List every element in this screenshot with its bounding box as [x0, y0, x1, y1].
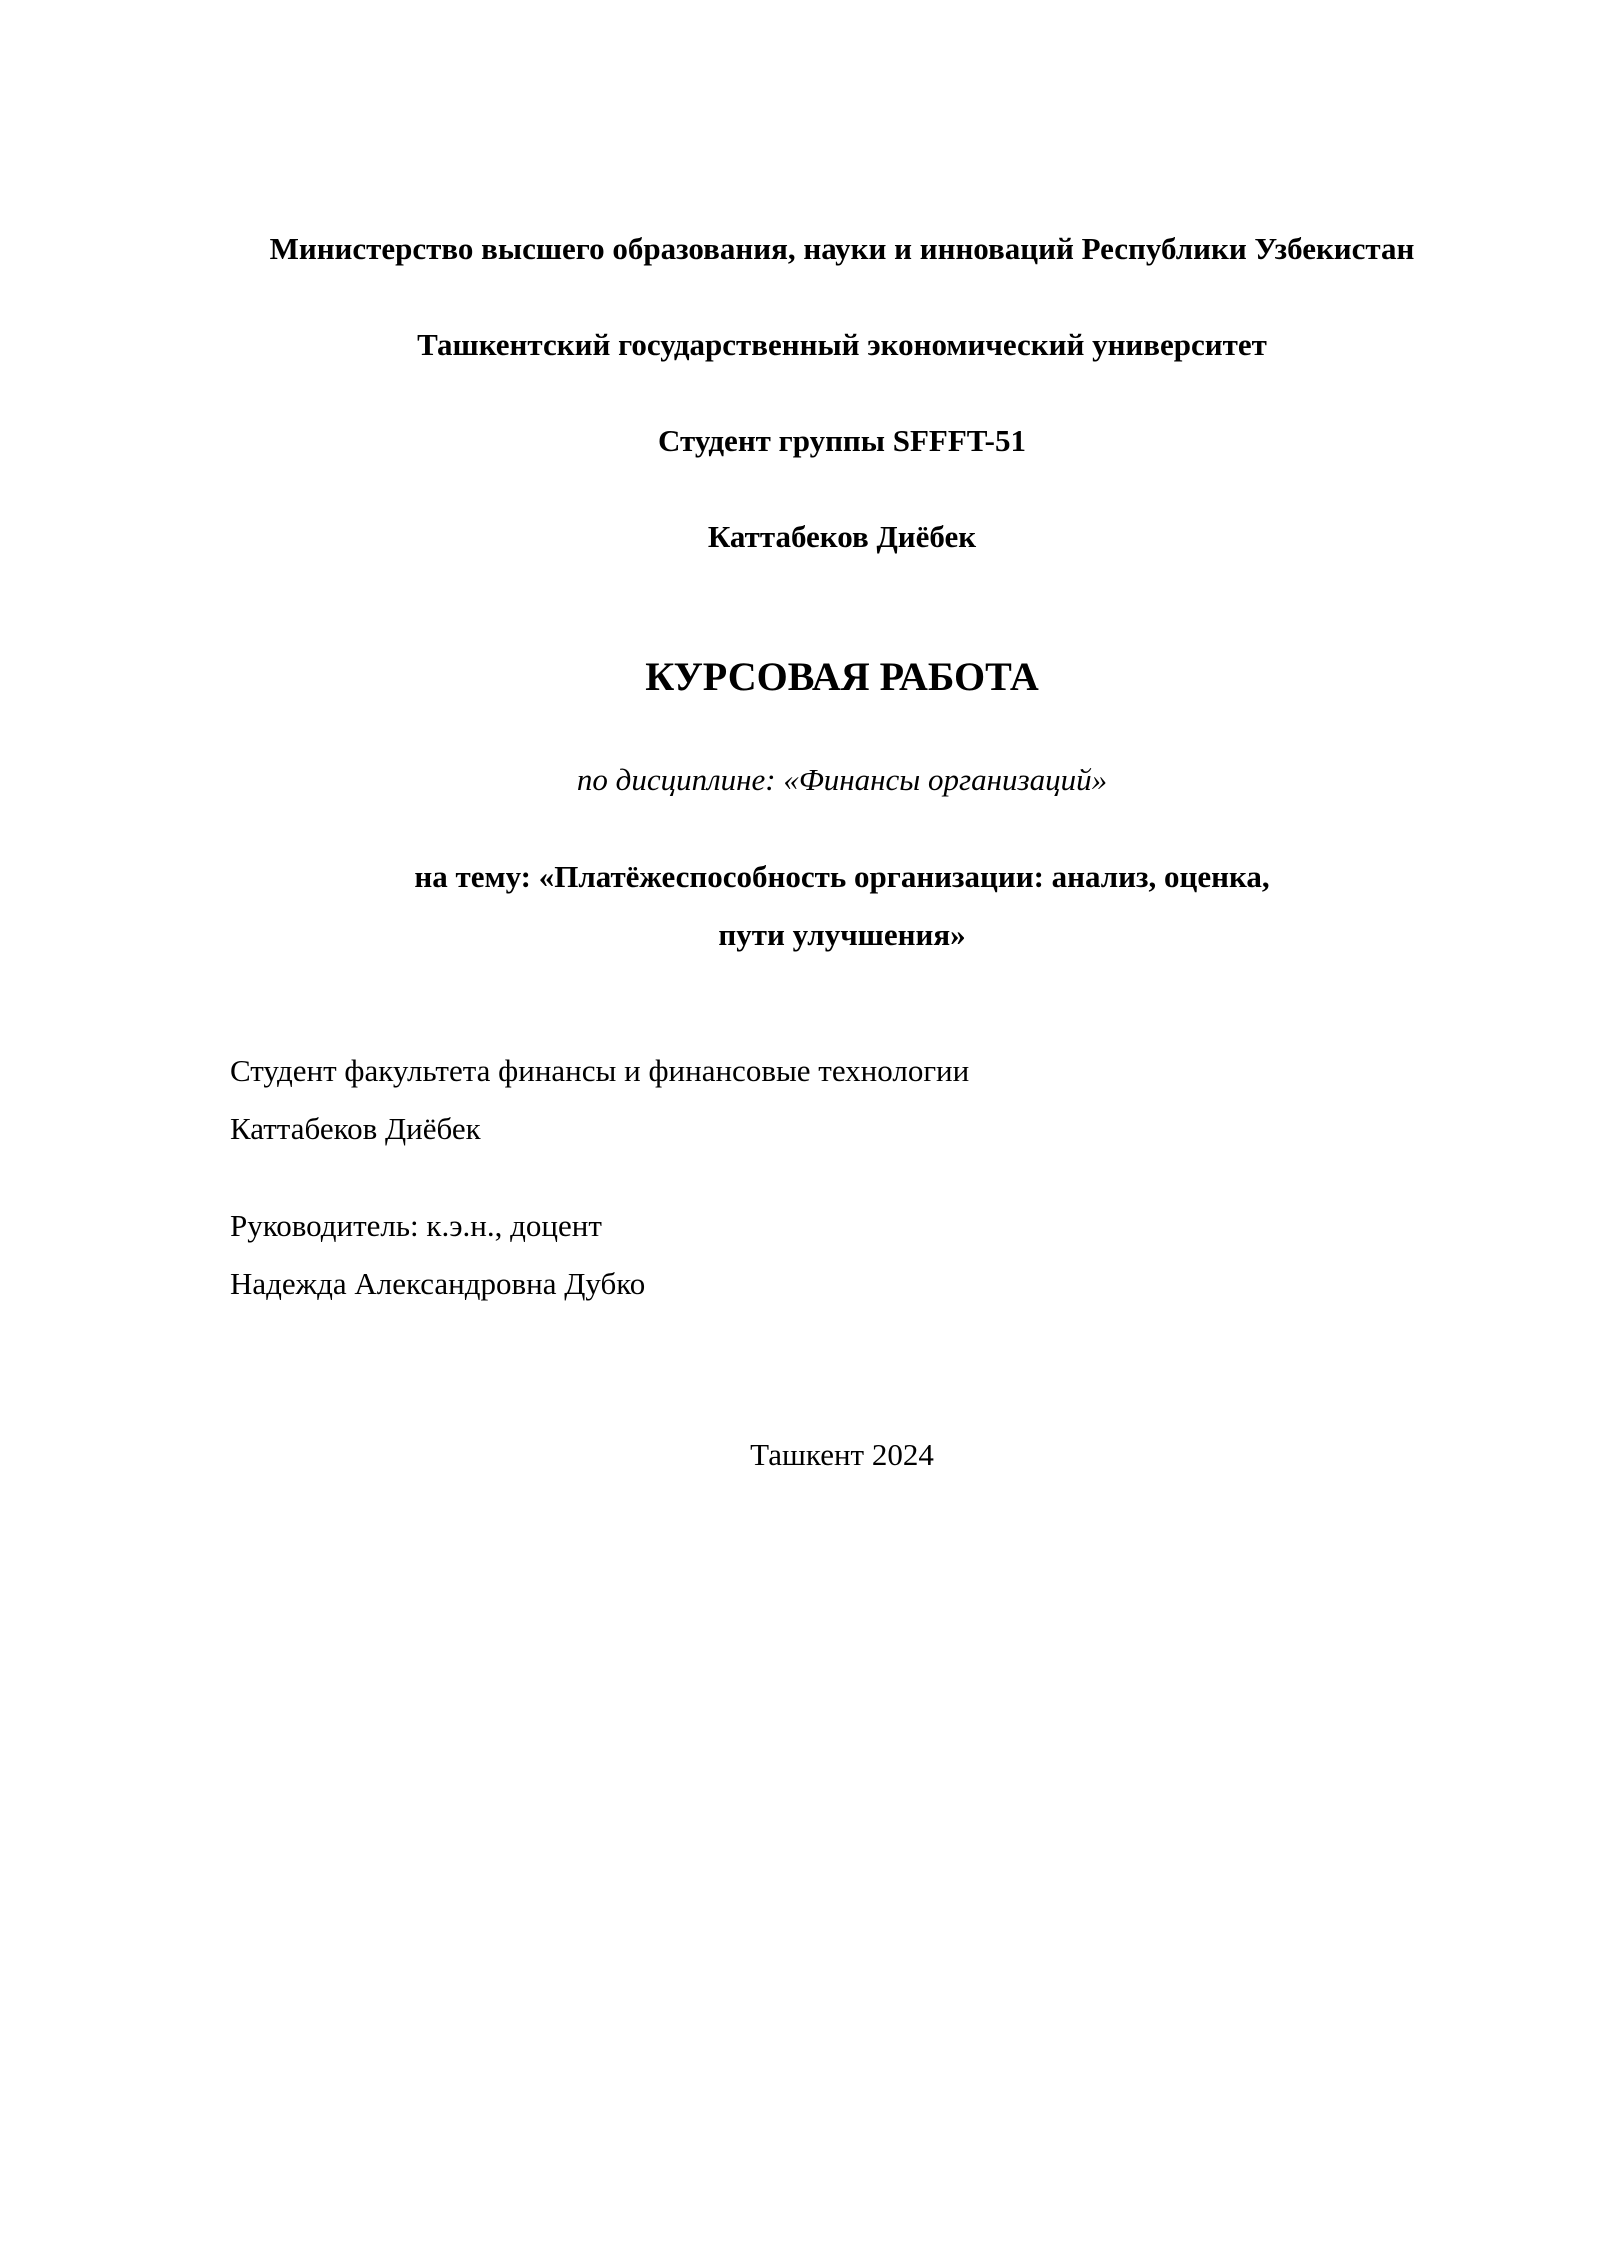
student-name-heading: Каттабеков Диёбек: [707, 519, 977, 554]
university-heading: Ташкентский государственный экономический университет: [417, 327, 1267, 362]
city-year: Ташкент 2024: [750, 1437, 934, 1472]
document-title: КУРСОВАЯ РАБОТА: [645, 654, 1039, 699]
ministry-heading: Министерство высшего образования, науки и инноваций Республики Узбекистан: [269, 231, 1415, 266]
author-faculty: Студент факультета финансы и финансовые технологии: [230, 1053, 970, 1088]
author-name: Каттабеков Диёбек: [230, 1111, 481, 1146]
supervisor-name: Надежда Александровна Дубко: [230, 1266, 646, 1301]
topic-line-1: на тему: «Платёжеспособность организации: анализ, оценка,: [414, 859, 1270, 894]
discipline-line: по дисциплине: «Финансы организаций»: [576, 762, 1108, 797]
supervisor-title: Руководитель: к.э.н., доцент: [230, 1208, 602, 1243]
topic-line-2: пути улучшения»: [718, 917, 966, 952]
student-group: Студент группы SFFFT-51: [658, 423, 1026, 458]
